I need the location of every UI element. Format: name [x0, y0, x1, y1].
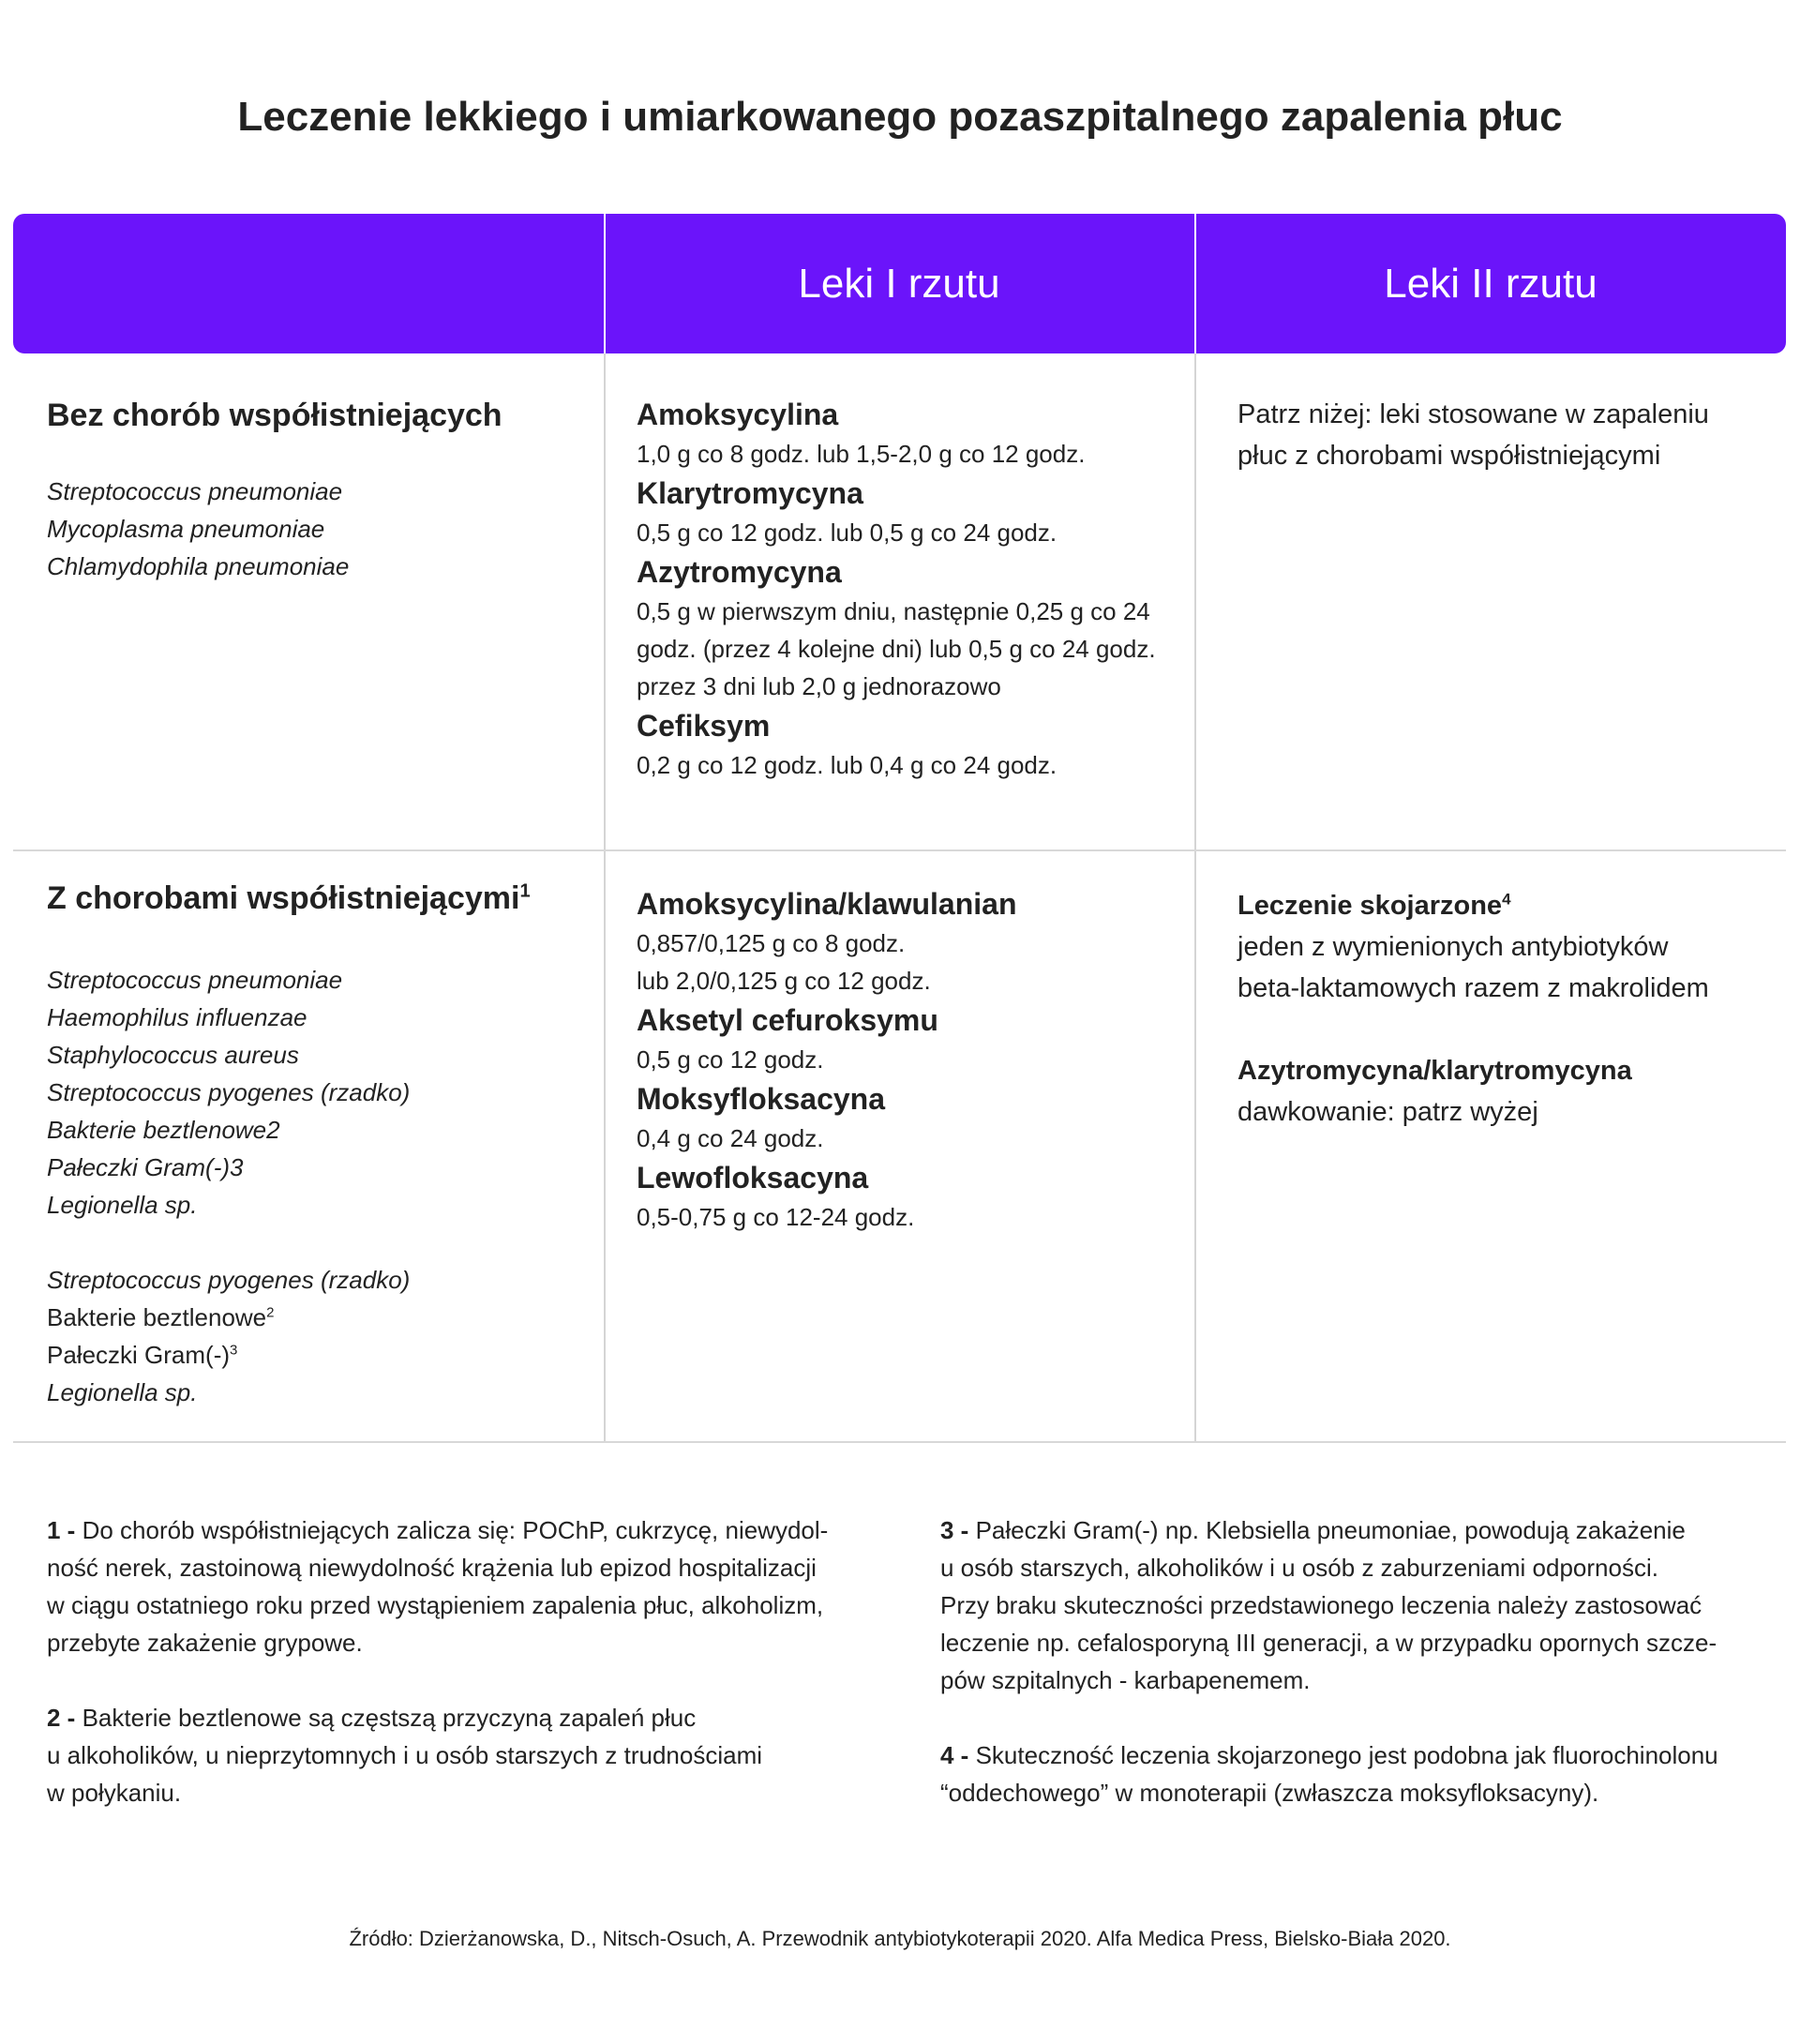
- drug-dose: godz. (przez 4 kolejne dni) lub 0,5 g co 24 godz.: [637, 635, 1156, 663]
- organism-item: Staphylococcus aureus: [47, 1040, 299, 1069]
- footnote-text: w ciągu ostatniego roku przed wystąpieniem zapalenia płuc, alkoholizm,: [47, 1591, 824, 1619]
- drug-dose: 0,5 g co 12 godz. lub 0,5 g co 24 godz.: [637, 519, 1058, 547]
- footnote-text: Przy braku skuteczności przedstawionego leczenia należy zastosować: [940, 1591, 1702, 1619]
- footnote-4: [940, 1736, 1784, 1811]
- footnote-text: u alkoholików, u nieprzytomnych i u osób starszych z trudnościami: [47, 1741, 763, 1769]
- footnote-text: przebyte zakażenie grypowe.: [47, 1629, 363, 1657]
- footnote-text: pów szpitalnych - karbapenemem.: [940, 1666, 1311, 1694]
- footnotes-right: [940, 1511, 1784, 1849]
- second-line-note: płuc z chorobami współistniejącymi: [1238, 441, 1661, 471]
- row1-second-line-cell: [1238, 394, 1772, 476]
- drug-entry: [637, 999, 1180, 1078]
- drug-dose: 0,857/0,125 g co 8 godz.: [637, 929, 906, 957]
- drug-name: Lewofloksacyna: [637, 1161, 869, 1195]
- footnote-text: u osób starszych, alkoholików i u osób z zaburzeniami odporności.: [940, 1554, 1658, 1582]
- drug-name: Azytromycyna: [637, 555, 842, 589]
- footnote-number: 3 -: [940, 1516, 969, 1544]
- organism-item: Mycoplasma pneumoniae: [47, 514, 325, 543]
- footnote-text: Bakterie beztlenowe są częstszą przyczyną zapaleń płuc: [82, 1704, 697, 1732]
- header-divider: [1194, 214, 1196, 353]
- footnotes-left: [47, 1511, 891, 1849]
- footnote-number: 1 -: [47, 1516, 76, 1544]
- drug-entry: [637, 705, 1180, 784]
- footnote-ref: 3: [230, 1342, 238, 1359]
- row2-organism-list: [47, 961, 581, 1411]
- drug-dose: 0,5-0,75 g co 12-24 godz.: [637, 1203, 915, 1231]
- list-spacer: [47, 1224, 581, 1261]
- drug-dose: 0,4 g co 24 godz.: [637, 1124, 824, 1152]
- footnote-2: [47, 1699, 891, 1811]
- footnote-number: 4 -: [940, 1741, 969, 1769]
- organism-item: Streptococcus pyogenes (rzadko): [47, 1265, 411, 1294]
- column-divider: [1194, 353, 1196, 1443]
- row1-organism-list: [47, 473, 581, 585]
- drug-name: Klarytromycyna: [637, 476, 863, 510]
- combo-text: beta-laktamowych razem z makrolidem: [1238, 973, 1709, 1003]
- organism-text: Bakterie beztlenowe: [47, 1302, 267, 1331]
- row2-heading: [47, 879, 581, 918]
- header-divider: [604, 214, 606, 353]
- table-bottom-border: [13, 1441, 1786, 1443]
- footnote-text: ność nerek, zastoinową niewydolność krążenia lub epizod hospitalizacji: [47, 1554, 817, 1582]
- drug-name: Amoksycylina: [637, 398, 839, 431]
- drug-entry: [637, 551, 1180, 705]
- footnote-number: 2 -: [47, 1704, 76, 1732]
- header-second-line: Leki II rzutu: [1384, 260, 1598, 307]
- footnote-text: Do chorób współistniejących zalicza się: POChP, cukrzycę, niewydol-: [82, 1516, 829, 1544]
- drug-entry: [637, 883, 1180, 999]
- table-header: [13, 214, 1786, 353]
- drug-name: Cefiksym: [637, 709, 771, 743]
- organism-item: Legionella sp.: [47, 1377, 198, 1406]
- footnote-text: Pałeczki Gram(-) np. Klebsiella pneumoniae, powodują zakażenie: [975, 1516, 1686, 1544]
- drug-entry: [637, 1157, 1180, 1236]
- row-divider: [13, 849, 1786, 851]
- source-citation: Źródło: Dzierżanowska, D., Nitsch-Osuch, A. Przewodnik antybiotykoterapii 2020. Alfa Medica Press, Bielsko-Biała 2020.: [349, 1927, 1451, 1950]
- organism-item: Streptococcus pneumoniae: [47, 965, 343, 994]
- organism-item: Pałeczki Gram(-)3: [47, 1152, 244, 1181]
- footnote-ref: 4: [1502, 890, 1511, 909]
- row2-heading-text: Z chorobami współistniejącymi: [47, 880, 520, 916]
- organism-item: Haemophilus influenzae: [47, 1002, 308, 1031]
- footnote-text: Skuteczność leczenia skojarzonego jest podobna jak fluorochinolonu: [975, 1741, 1718, 1769]
- combo-title-text: Leczenie skojarzone: [1238, 891, 1503, 921]
- second-line-note: Patrz niżej: leki stosowane w zapaleniu: [1238, 399, 1709, 429]
- organism-item: [47, 1336, 581, 1374]
- row2-first-line-cell: [637, 883, 1180, 1236]
- page-title: Leczenie lekkiego i umiarkowanego pozaszpitalnego zapalenia płuc: [237, 94, 1563, 140]
- footnote-1: [47, 1511, 891, 1661]
- organism-item: Chlamydophila pneumoniae: [47, 551, 350, 580]
- row1-heading-cell: [47, 397, 581, 585]
- drug-dose: 0,2 g co 12 godz. lub 0,4 g co 24 godz.: [637, 751, 1058, 779]
- footnote-text: w połykaniu.: [47, 1779, 182, 1807]
- drug-name: Aksetyl cefuroksymu: [637, 1003, 938, 1037]
- drug-name: Amoksycylina/klawulanian: [637, 887, 1017, 921]
- footnote-ref: 1: [519, 880, 531, 902]
- row1-first-line-cell: [637, 394, 1180, 784]
- drug-name: Moksyfloksacyna: [637, 1082, 886, 1116]
- drug-dose: lub 2,0/0,125 g co 12 godz.: [637, 967, 931, 995]
- combo-text: jeden z wymienionych antybiotyków: [1238, 932, 1669, 962]
- footnote-text: “oddechowego” w monoterapii (zwłaszcza moksyfloksacyny).: [940, 1779, 1599, 1807]
- drug-dose: 0,5 g w pierwszym dniu, następnie 0,25 g co 24: [637, 597, 1150, 625]
- drug-entry: [637, 1078, 1180, 1157]
- column-divider: [604, 353, 606, 1443]
- drug-dose: 1,0 g co 8 godz. lub 1,5-2,0 g co 12 godz.: [637, 440, 1086, 468]
- drug-dose: przez 3 dni lub 2,0 g jednorazowo: [637, 672, 1001, 700]
- organism-item: Streptococcus pneumoniae: [47, 476, 343, 505]
- footnote-3: [940, 1511, 1784, 1699]
- organism-item: [47, 1299, 581, 1336]
- organism-item: Streptococcus pyogenes (rzadko): [47, 1077, 411, 1106]
- footnote-text: leczenie np. cefalosporyną III generacji, a w przypadku opornych szcze-: [940, 1629, 1718, 1657]
- row2-second-line-cell: [1238, 885, 1772, 1133]
- organism-item: Legionella sp.: [47, 1190, 198, 1219]
- combo-title: [1238, 885, 1772, 926]
- row1-heading: Bez chorób współistniejących: [47, 398, 502, 433]
- footnote-ref: 2: [266, 1304, 275, 1321]
- macrolide-text: dawkowanie: patrz wyżej: [1238, 1097, 1538, 1127]
- organism-item: Bakterie beztlenowe2: [47, 1115, 280, 1144]
- organism-text: Pałeczki Gram(-): [47, 1340, 231, 1369]
- header-first-line: Leki I rzutu: [798, 260, 1000, 307]
- row2-heading-cell: [47, 879, 581, 1411]
- drug-entry: [637, 394, 1180, 473]
- drug-dose: 0,5 g co 12 godz.: [637, 1045, 824, 1074]
- macrolide-title: Azytromycyna/klarytromycyna: [1238, 1056, 1632, 1086]
- drug-entry: [637, 473, 1180, 551]
